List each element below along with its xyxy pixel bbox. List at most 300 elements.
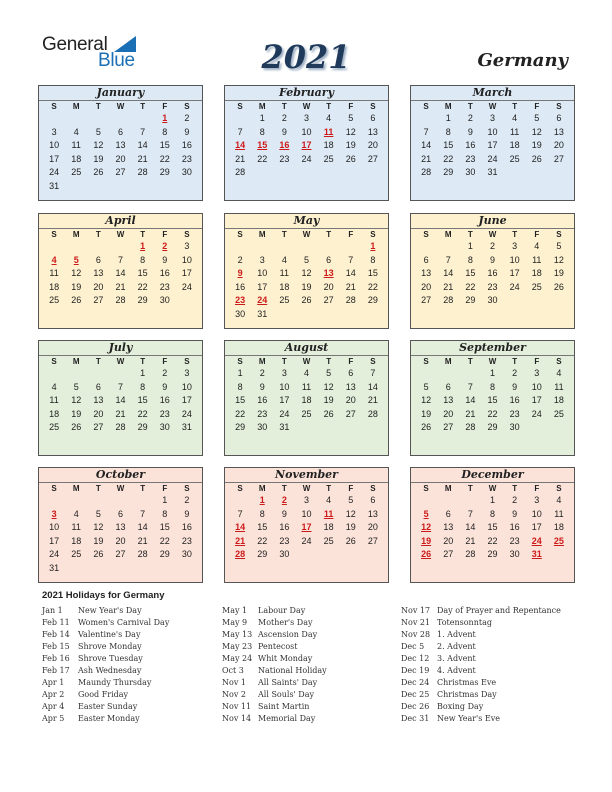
holiday-date: May 24 xyxy=(222,654,253,663)
day-cell: 13 xyxy=(93,268,104,279)
day-cell: 12 xyxy=(71,395,82,406)
day-cell: 26 xyxy=(93,549,104,560)
weekday-header: S xyxy=(237,357,243,366)
day-cell: 17 xyxy=(257,281,268,292)
day-cell: 30 xyxy=(509,549,520,560)
day-cell: 11 xyxy=(532,254,542,265)
day-cell: 27 xyxy=(93,422,104,433)
weekday-header: M xyxy=(72,357,80,366)
day-cell: 26 xyxy=(421,422,432,433)
day-cell: 12 xyxy=(553,254,564,265)
day-cell: 7 xyxy=(117,381,123,392)
empty-cell xyxy=(109,240,131,254)
day-cell: 22 xyxy=(257,535,268,546)
day-cell: 12 xyxy=(531,126,542,137)
day-cell: 21 xyxy=(137,535,148,546)
day-cell: 26 xyxy=(553,281,564,292)
day-cell: 18 xyxy=(49,281,60,292)
day-cell: 11 xyxy=(49,268,59,279)
weekday-header: F xyxy=(162,357,168,366)
day-cell: 7 xyxy=(348,254,354,265)
holiday-row xyxy=(42,713,169,725)
holiday-date: Dec 26 xyxy=(401,702,430,711)
day-cell: 26 xyxy=(93,167,104,178)
holiday-name: Easter Monday xyxy=(78,714,140,723)
day-cell: 21 xyxy=(465,535,476,546)
holiday-date: Apr 1 xyxy=(42,678,65,687)
day-cell: 27 xyxy=(553,153,564,164)
weekday-header: T xyxy=(326,102,332,111)
weekday-header: F xyxy=(348,230,354,239)
day-cell: 8 xyxy=(489,508,495,519)
weekday-header: T xyxy=(512,230,518,239)
day-cell: 28 xyxy=(345,295,356,306)
day-cell: 31 xyxy=(181,422,192,433)
holiday-row xyxy=(42,617,169,629)
holiday-name: Boxing Day xyxy=(437,702,484,711)
weekday-header: M xyxy=(258,102,266,111)
weekday-header: W xyxy=(302,230,311,239)
weekday-header: T xyxy=(467,357,473,366)
holiday-name: Shrove Monday xyxy=(78,642,142,651)
month-title: January xyxy=(39,86,202,101)
holiday-row xyxy=(401,713,561,725)
day-cell: 2 xyxy=(489,241,495,251)
weekday-header: S xyxy=(370,230,376,239)
month-april xyxy=(38,213,203,329)
day-cell: 12 xyxy=(93,522,104,533)
day-cell: 24 xyxy=(301,535,312,546)
day-cell: 28 xyxy=(421,167,432,178)
weekday-header: S xyxy=(184,357,190,366)
day-cell: 21 xyxy=(421,153,432,164)
day-cell: 21 xyxy=(115,281,126,292)
day-cell: 17 xyxy=(487,140,498,151)
day-cell: 28 xyxy=(115,422,126,433)
day-cell: 22 xyxy=(257,153,268,164)
empty-cell xyxy=(65,112,87,126)
day-cell: 10 xyxy=(531,508,542,519)
day-cell: 19 xyxy=(301,281,312,292)
month-days-grid xyxy=(39,356,202,435)
holiday-name: Valentine's Day xyxy=(78,630,141,639)
day-cell: 17 xyxy=(279,395,290,406)
day-cell: 8 xyxy=(140,381,146,392)
empty-cell xyxy=(229,494,251,508)
holiday-day-cell: 1 xyxy=(259,495,265,505)
weekday-header: W xyxy=(488,230,497,239)
day-cell: 14 xyxy=(137,140,148,151)
day-cell: 10 xyxy=(181,254,192,265)
weekday-header: T xyxy=(281,357,287,366)
day-cell: 8 xyxy=(489,381,495,392)
day-cell: 17 xyxy=(181,268,192,279)
day-cell: 20 xyxy=(93,408,104,419)
day-cell: 20 xyxy=(367,140,378,151)
day-cell: 4 xyxy=(51,381,57,392)
day-cell: 27 xyxy=(345,408,356,419)
day-cell: 2 xyxy=(467,113,473,123)
weekday-header: S xyxy=(237,230,243,239)
holiday-day-cell: 25 xyxy=(553,535,564,546)
day-cell: 18 xyxy=(301,395,312,406)
weekday-header: M xyxy=(72,230,80,239)
day-cell: 18 xyxy=(553,522,564,533)
day-cell: 20 xyxy=(443,535,454,546)
day-cell: 22 xyxy=(487,535,498,546)
day-cell: 23 xyxy=(509,535,520,546)
day-cell: 15 xyxy=(137,395,148,406)
day-cell: 8 xyxy=(259,508,265,519)
day-cell: 7 xyxy=(423,126,429,137)
day-cell: 11 xyxy=(509,126,520,137)
weekday-header: M xyxy=(444,484,452,493)
day-cell: 25 xyxy=(509,153,520,164)
day-cell: 24 xyxy=(49,167,60,178)
empty-cell xyxy=(437,494,459,508)
day-cell: 29 xyxy=(443,167,454,178)
weekday-header: S xyxy=(370,102,376,111)
holiday-row xyxy=(222,665,327,677)
day-cell: 13 xyxy=(421,268,432,279)
month-days-grid xyxy=(39,483,202,576)
day-cell: 6 xyxy=(95,381,101,392)
day-cell: 8 xyxy=(259,126,265,137)
holiday-row xyxy=(222,701,327,713)
day-cell: 11 xyxy=(279,268,290,279)
weekday-header: F xyxy=(534,102,540,111)
holiday-day-cell: 24 xyxy=(257,295,268,306)
month-title: March xyxy=(411,86,574,101)
day-cell: 13 xyxy=(553,126,564,137)
month-days-grid xyxy=(225,356,388,435)
day-cell: 9 xyxy=(281,126,287,137)
weekday-header: F xyxy=(162,484,168,493)
day-cell: 15 xyxy=(235,395,246,406)
day-cell: 30 xyxy=(159,295,170,306)
day-cell: 22 xyxy=(367,281,378,292)
day-cell: 27 xyxy=(93,295,104,306)
day-cell: 5 xyxy=(326,368,332,378)
empty-cell xyxy=(132,494,154,508)
empty-cell xyxy=(251,240,273,254)
empty-cell xyxy=(295,240,317,254)
day-cell: 15 xyxy=(137,268,148,279)
weekday-header: T xyxy=(95,357,101,366)
day-cell: 18 xyxy=(49,408,60,419)
holiday-name: Saint Martin xyxy=(258,702,310,711)
weekday-header: S xyxy=(423,357,429,366)
empty-cell xyxy=(43,494,65,508)
day-cell: 20 xyxy=(115,153,126,164)
day-cell: 23 xyxy=(181,535,192,546)
day-cell: 18 xyxy=(279,281,290,292)
holiday-name: Labour Day xyxy=(258,606,306,615)
weekday-header: F xyxy=(162,102,168,111)
day-cell: 1 xyxy=(489,495,495,505)
holiday-name: Maundy Thursday xyxy=(78,678,152,687)
holiday-row xyxy=(222,641,327,653)
weekday-header: T xyxy=(95,102,101,111)
empty-cell xyxy=(87,494,109,508)
day-cell: 5 xyxy=(73,381,79,392)
weekday-header: S xyxy=(556,484,562,493)
holiday-name: Ascension Day xyxy=(258,630,318,639)
month-november xyxy=(224,467,389,583)
day-cell: 16 xyxy=(465,140,476,151)
day-cell: 10 xyxy=(301,508,312,519)
day-cell: 16 xyxy=(509,395,520,406)
day-cell: 16 xyxy=(181,522,192,533)
weekday-header: S xyxy=(423,230,429,239)
day-cell: 1 xyxy=(259,113,265,123)
holiday-day-cell: 1 xyxy=(370,241,376,251)
day-cell: 6 xyxy=(348,368,354,378)
day-cell: 17 xyxy=(49,535,60,546)
holiday-day-cell: 17 xyxy=(301,522,312,533)
holiday-day-cell: 12 xyxy=(421,522,432,533)
holiday-name: National Holiday xyxy=(258,666,327,675)
empty-cell xyxy=(109,112,131,126)
holiday-date: May 1 xyxy=(222,606,248,615)
weekday-header: S xyxy=(184,484,190,493)
empty-cell xyxy=(459,367,481,381)
day-cell: 14 xyxy=(367,381,378,392)
day-cell: 20 xyxy=(93,281,104,292)
day-cell: 19 xyxy=(345,140,356,151)
day-cell: 10 xyxy=(301,126,312,137)
day-cell: 16 xyxy=(235,281,246,292)
day-cell: 4 xyxy=(556,368,562,378)
month-october xyxy=(38,467,203,583)
day-cell: 9 xyxy=(184,508,190,519)
holiday-name: All Souls' Day xyxy=(258,690,314,699)
weekday-header: M xyxy=(258,357,266,366)
day-cell: 4 xyxy=(534,241,540,251)
holiday-date: May 13 xyxy=(222,630,253,639)
country-name: Germany xyxy=(477,50,568,71)
weekday-header: W xyxy=(488,102,497,111)
day-cell: 23 xyxy=(465,153,476,164)
day-cell: 30 xyxy=(181,549,192,560)
day-cell: 1 xyxy=(467,241,473,251)
holiday-name: Ash Wednesday xyxy=(78,666,142,675)
day-cell: 11 xyxy=(49,395,59,406)
holiday-date: Dec 31 xyxy=(401,714,430,723)
day-cell: 6 xyxy=(556,113,562,123)
holiday-date: Oct 3 xyxy=(222,666,244,675)
day-cell: 20 xyxy=(345,395,356,406)
day-cell: 24 xyxy=(279,408,290,419)
holiday-name: Day of Prayer and Repentance xyxy=(437,606,561,615)
weekday-header: S xyxy=(237,102,243,111)
holiday-date: Nov 11 xyxy=(222,702,252,711)
month-title: April xyxy=(39,214,202,229)
day-cell: 24 xyxy=(181,281,192,292)
empty-cell xyxy=(65,240,87,254)
day-cell: 15 xyxy=(257,522,268,533)
month-may xyxy=(224,213,389,329)
day-cell: 20 xyxy=(367,522,378,533)
day-cell: 6 xyxy=(95,254,101,265)
day-cell: 14 xyxy=(465,522,476,533)
day-cell: 7 xyxy=(467,381,473,392)
day-cell: 6 xyxy=(326,254,332,265)
day-cell: 3 xyxy=(184,368,190,378)
day-cell: 4 xyxy=(73,126,79,137)
empty-cell xyxy=(459,494,481,508)
weekday-header: W xyxy=(488,357,497,366)
day-cell: 11 xyxy=(554,508,564,519)
day-cell: 26 xyxy=(71,422,82,433)
empty-cell xyxy=(132,112,154,126)
day-cell: 24 xyxy=(49,549,60,560)
day-cell: 5 xyxy=(423,381,429,392)
holiday-date: May 9 xyxy=(222,618,248,627)
day-cell: 19 xyxy=(531,140,542,151)
empty-cell xyxy=(87,240,109,254)
month-days-grid xyxy=(411,356,574,435)
empty-cell xyxy=(318,240,340,254)
weekday-header: T xyxy=(512,357,518,366)
day-cell: 28 xyxy=(465,549,476,560)
weekday-header: M xyxy=(258,484,266,493)
holiday-name: Pentecost xyxy=(258,642,298,651)
day-cell: 5 xyxy=(348,113,354,123)
day-cell: 14 xyxy=(137,522,148,533)
weekday-header: F xyxy=(348,102,354,111)
day-cell: 30 xyxy=(509,422,520,433)
day-cell: 14 xyxy=(115,395,126,406)
weekday-header: T xyxy=(281,230,287,239)
weekday-header: S xyxy=(184,230,190,239)
day-cell: 17 xyxy=(531,522,542,533)
day-cell: 21 xyxy=(115,408,126,419)
weekday-header: T xyxy=(95,484,101,493)
day-cell: 19 xyxy=(345,522,356,533)
weekday-header: M xyxy=(444,230,452,239)
weekday-header: W xyxy=(302,484,311,493)
day-cell: 25 xyxy=(71,549,82,560)
empty-cell xyxy=(109,494,131,508)
day-cell: 10 xyxy=(181,381,192,392)
day-cell: 10 xyxy=(49,522,60,533)
day-cell: 5 xyxy=(95,126,101,137)
holiday-name: Totensonntag xyxy=(437,618,492,627)
weekday-header: W xyxy=(116,102,125,111)
empty-cell xyxy=(43,367,65,381)
day-cell: 19 xyxy=(93,153,104,164)
day-cell: 30 xyxy=(465,167,476,178)
day-cell: 9 xyxy=(512,508,518,519)
day-cell: 29 xyxy=(465,295,476,306)
day-cell: 31 xyxy=(49,562,60,573)
day-cell: 22 xyxy=(137,281,148,292)
empty-cell xyxy=(437,367,459,381)
day-cell: 2 xyxy=(162,368,168,378)
holiday-row xyxy=(401,641,561,653)
holiday-day-cell: 11 xyxy=(323,508,334,519)
holiday-row xyxy=(42,701,169,713)
day-cell: 23 xyxy=(279,535,290,546)
day-cell: 22 xyxy=(137,408,148,419)
holiday-name: 3. Advent xyxy=(437,654,476,663)
day-cell: 7 xyxy=(237,126,243,137)
day-cell: 14 xyxy=(443,268,454,279)
weekday-header: F xyxy=(348,484,354,493)
weekday-header: M xyxy=(444,102,452,111)
holidays-column xyxy=(42,605,169,725)
holiday-date: Feb 11 xyxy=(42,618,70,627)
month-title: September xyxy=(411,341,574,356)
day-cell: 11 xyxy=(71,140,81,151)
holiday-date: Dec 19 xyxy=(401,666,430,675)
weekday-header: S xyxy=(51,357,57,366)
month-july xyxy=(38,340,203,456)
empty-cell xyxy=(415,240,437,254)
day-cell: 27 xyxy=(115,549,126,560)
holiday-date: Nov 21 xyxy=(401,618,431,627)
day-cell: 18 xyxy=(71,535,82,546)
day-cell: 8 xyxy=(445,126,451,137)
logo-text-blue: Blue xyxy=(98,50,135,71)
day-cell: 7 xyxy=(140,126,146,137)
day-cell: 25 xyxy=(531,281,542,292)
day-cell: 9 xyxy=(489,254,495,265)
day-cell: 12 xyxy=(301,268,312,279)
weekday-header: S xyxy=(556,102,562,111)
weekday-header: T xyxy=(467,484,473,493)
holiday-date: Dec 5 xyxy=(401,642,425,651)
day-cell: 20 xyxy=(323,281,334,292)
weekday-header: T xyxy=(326,357,332,366)
weekday-header: T xyxy=(281,102,287,111)
day-cell: 30 xyxy=(235,308,246,319)
day-cell: 27 xyxy=(115,167,126,178)
day-cell: 7 xyxy=(467,508,473,519)
day-cell: 25 xyxy=(49,422,60,433)
day-cell: 21 xyxy=(367,395,378,406)
day-cell: 23 xyxy=(509,408,520,419)
day-cell: 15 xyxy=(159,140,170,151)
day-cell: 22 xyxy=(159,535,170,546)
holiday-row xyxy=(401,677,561,689)
day-cell: 10 xyxy=(487,126,498,137)
day-cell: 23 xyxy=(279,153,290,164)
day-cell: 3 xyxy=(303,113,309,123)
holiday-date: Apr 5 xyxy=(42,714,65,723)
day-cell: 13 xyxy=(443,522,454,533)
day-cell: 29 xyxy=(137,422,148,433)
day-cell: 8 xyxy=(370,254,376,265)
month-title: August xyxy=(225,341,388,356)
day-cell: 25 xyxy=(553,408,564,419)
day-cell: 18 xyxy=(553,395,564,406)
holiday-day-cell: 9 xyxy=(237,268,243,279)
holiday-date: Feb 15 xyxy=(42,642,70,651)
weekday-header: T xyxy=(326,484,332,493)
holiday-day-cell: 2 xyxy=(162,241,168,251)
holiday-day-cell: 14 xyxy=(235,522,246,533)
holiday-day-cell: 21 xyxy=(235,535,246,546)
weekday-header: T xyxy=(140,102,146,111)
day-cell: 7 xyxy=(117,254,123,265)
holiday-row xyxy=(42,677,169,689)
month-days-grid xyxy=(225,229,388,322)
month-title: October xyxy=(39,468,202,483)
day-cell: 27 xyxy=(367,153,378,164)
holiday-day-cell: 5 xyxy=(423,508,429,519)
